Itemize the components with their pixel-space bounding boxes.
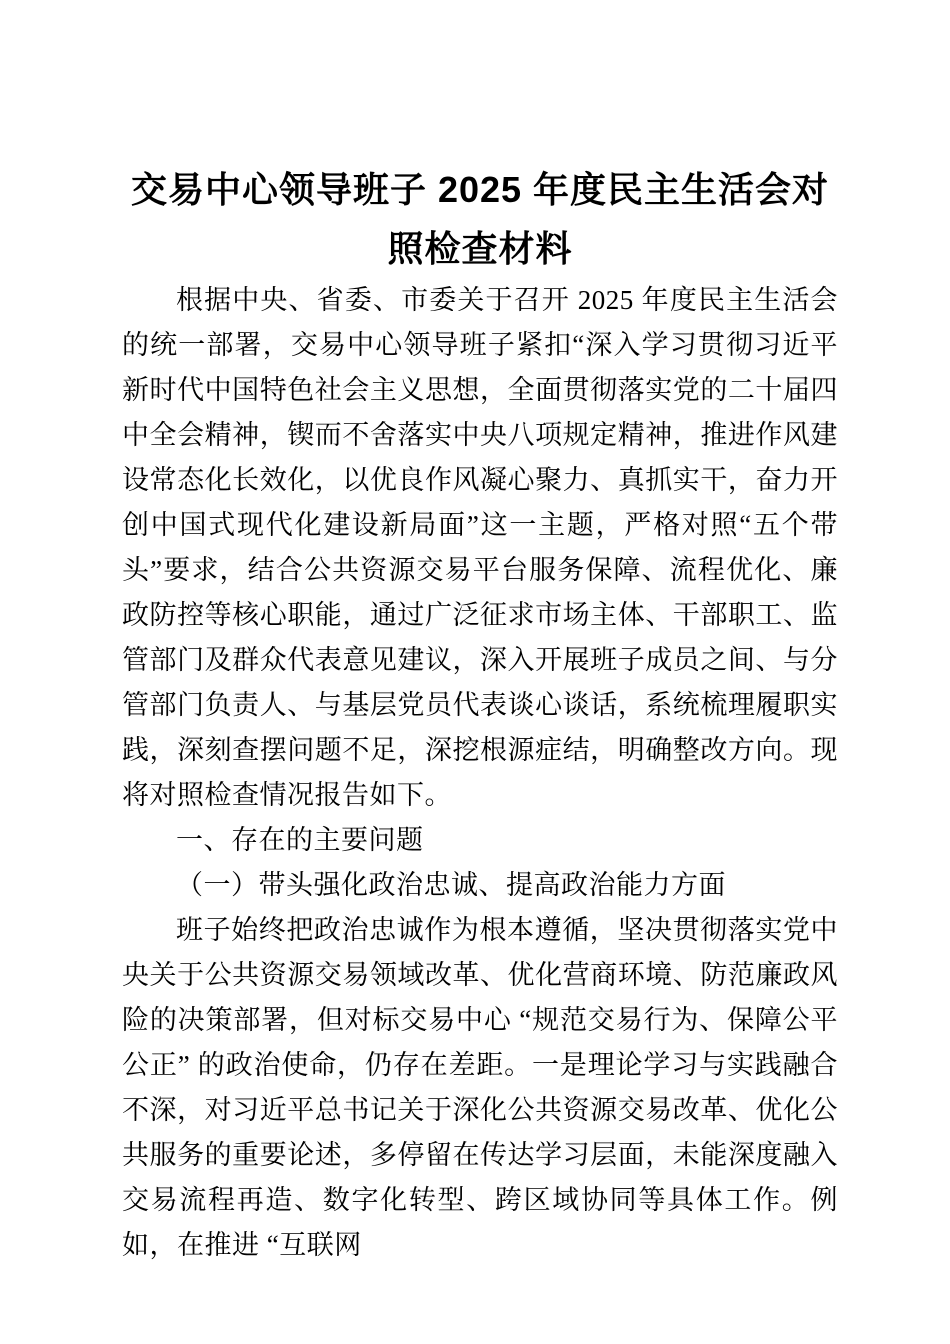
document-title: 交易中心领导班子 2025 年度民主生活会对照检查材料 [130, 169, 830, 269]
body-paragraph: 班子始终把政治忠诚作为根本遵循，坚决贯彻落实党中央关于公共资源交易领域改革、优化营商环境、防范廉政风险的决策部署，但对标交易中心 “规范交易行为、保障公平公正” 的政治使命，仍存在差距。一是理论学习与实践融合不深，对习近平总书记关于深化公共资源交易改革、优化公共服务的重要论述，多停留在传达学习层面，未能深度融入交易流程再造、数字化转型、跨区域协同等具体工作。例如，在推进 “互联网 [122, 915, 838, 1260]
subsection-heading: （一）带头强化政治忠诚、提高政治能力方面 [176, 870, 726, 900]
intro-paragraph: 根据中央、省委、市委关于召开 2025 年度民主生活会的统一部署，交易中心领导班子紧扣“深入学习贯彻习近平新时代中国特色社会主义思想，全面贯彻落实党的二十届四中全会精神，锲而不舍落实中央八项规定精神，推进作风建设常态化长效化，以优良作风凝心聚力、真抓实干，奋力开创中国式现代化建设新局面”这一主题，严格对照“五个带头”要求，结合公共资源交易平台服务保障、流程优化、廉政防控等核心职能，通过广泛征求市场主体、干部职工、监管部门及群众代表意见建议，深入开展班子成员之间、与分管部门负责人、与基层党员代表谈心谈话，系统梳理履职实践，深刻查摆问题不足，深挖根源症结，明确整改方向。现将对照检查情况报告如下。 [122, 285, 838, 810]
section-heading: 一、存在的主要问题 [176, 825, 424, 855]
